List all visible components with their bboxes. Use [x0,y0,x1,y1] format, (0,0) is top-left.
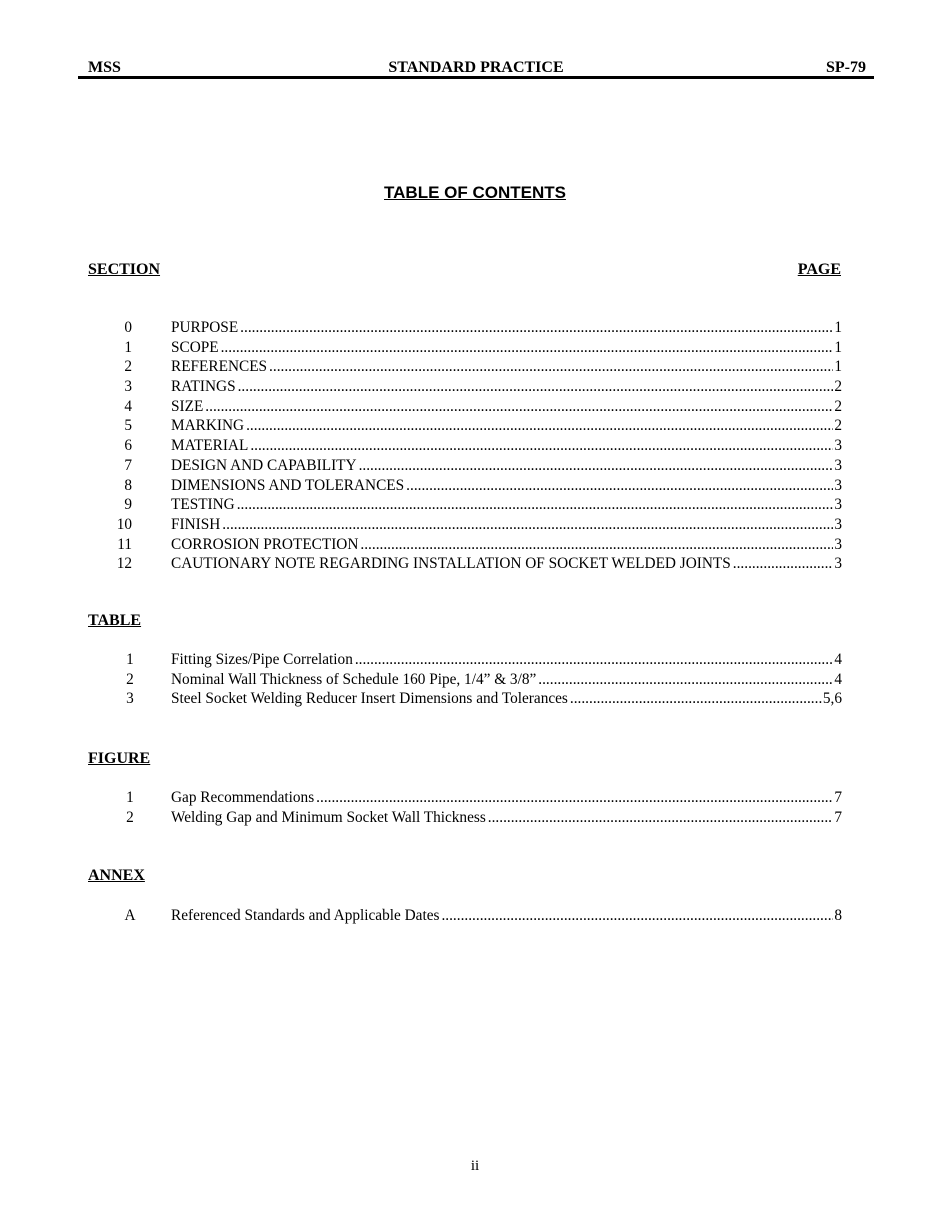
entry-number: 1 [126,651,134,668]
entry-page: 1 [834,319,842,336]
figures-list [0,788,950,827]
figure-group-heading: FIGURE [88,750,151,767]
toc-entry-section-7[interactable] [0,456,950,476]
entry-number: 11 [117,535,132,553]
annex-group-heading: ANNEX [88,867,145,884]
entry-number: 3 [124,378,132,396]
entry-number: 6 [124,437,132,455]
header-standard-number: SP-79 [826,59,866,76]
toc-entry-section-3[interactable] [0,377,950,397]
entry-label: SCOPE [171,338,219,356]
dot-leader [222,515,833,535]
dot-leader [355,650,833,670]
toc-entry-table-3[interactable] [0,689,950,709]
entry-page: 2 [834,397,842,415]
entry-label: PURPOSE [171,319,239,336]
page-column-heading: PAGE [797,261,841,278]
entry-page: 8 [834,907,842,924]
page-title: TABLE OF CONTENTS [384,183,566,202]
running-header [78,58,874,78]
dot-leader [733,554,834,574]
entry-page: 5,6 [822,690,842,708]
entry-label: DESIGN AND CAPABILITY [171,456,357,474]
toc-entry-section-11[interactable] [0,535,950,555]
entry-page: 3 [834,456,842,474]
entry-page: 7 [834,789,842,806]
entry-page: 3 [834,535,842,553]
entry-label: FINISH [171,515,221,533]
dot-leader [360,535,833,555]
entry-page: 2 [834,378,842,396]
entry-page: 4 [834,651,842,668]
toc-entry-section-12[interactable] [0,554,950,574]
sections-list [0,318,950,574]
entry-page: 7 [834,808,842,826]
entry-page: 1 [834,338,842,356]
entry-number: 2 [124,358,132,376]
toc-entry-table-2[interactable] [0,670,950,690]
toc-entry-section-4[interactable] [0,397,950,417]
page-number: ii [470,1158,480,1174]
toc-entry-section-1[interactable] [0,338,950,358]
entry-number: 1 [126,789,134,806]
entry-label: REFERENCES [171,358,268,376]
toc-entry-figure-1[interactable] [0,788,950,808]
dot-leader [240,318,833,338]
entry-number: 2 [126,808,134,826]
toc-entry-section-10[interactable] [0,515,950,535]
entry-page: 3 [834,515,842,533]
entry-label: Welding Gap and Minimum Socket Wall Thickness [171,808,486,826]
entry-number: 0 [124,319,132,336]
dot-leader [246,416,833,436]
entry-number: A [124,907,136,924]
entry-label: RATINGS [171,378,236,396]
entry-number: 4 [124,397,132,415]
entry-label: Referenced Standards and Applicable Dates [171,907,440,924]
entry-label: Fitting Sizes/Pipe Correlation [171,651,353,668]
dot-leader [316,788,833,808]
dot-leader [269,357,833,377]
entry-label: SIZE [171,397,204,415]
entry-page: 3 [834,496,842,514]
dot-leader [237,495,834,515]
entry-page: 2 [834,417,842,435]
entry-number: 3 [126,690,134,708]
entry-number: 10 [116,515,132,533]
section-column-heading: SECTION [88,261,161,278]
entry-number: 9 [124,496,132,514]
entry-page: 3 [834,476,842,494]
entry-page: 3 [834,437,842,455]
entry-number: 7 [124,456,132,474]
toc-entry-annex-a[interactable] [0,906,950,926]
entry-label: CORROSION PROTECTION [171,535,359,553]
entry-label: MARKING [171,417,245,435]
header-document-type: STANDARD PRACTICE [388,59,564,76]
entry-label: MATERIAL [171,437,249,455]
entry-number: 8 [124,476,132,494]
toc-entry-table-1[interactable] [0,650,950,670]
dot-leader [205,397,833,417]
dot-leader [538,670,833,690]
toc-entry-section-5[interactable] [0,416,950,436]
dot-leader [441,906,833,926]
toc-entry-section-9[interactable] [0,495,950,515]
table-group-heading: TABLE [88,612,142,629]
toc-entry-section-8[interactable] [0,476,950,496]
dot-leader [221,338,834,358]
header-rule [78,76,874,79]
toc-entry-section-6[interactable] [0,436,950,456]
dot-leader [570,689,822,709]
entry-page: 1 [834,358,842,376]
toc-entry-figure-2[interactable] [0,808,950,828]
entry-label: CAUTIONARY NOTE REGARDING INSTALLATION OF SOCKET WELDED JOINTS [171,555,731,573]
entry-label: DIMENSIONS AND TOLERANCES [171,476,405,494]
entry-label: Gap Recommendations [171,789,315,806]
entry-number: 2 [126,670,134,688]
toc-entry-section-0[interactable] [0,318,950,338]
dot-leader [488,808,834,828]
header-organization: MSS [88,59,121,76]
entry-number: 5 [124,417,132,435]
entry-number: 1 [124,338,132,356]
toc-entry-section-2[interactable] [0,357,950,377]
dot-leader [250,436,833,456]
dot-leader [359,456,834,476]
entry-page: 3 [834,555,842,573]
dot-leader [238,377,834,397]
tables-list [0,650,950,709]
dot-leader [406,476,833,496]
entry-label: TESTING [171,496,235,514]
annexes-list [0,906,950,926]
entry-label: Steel Socket Welding Reducer Insert Dimensions and Tolerances [171,690,568,708]
entry-page: 4 [834,670,842,688]
entry-label: Nominal Wall Thickness of Schedule 160 Pipe, 1/4” & 3/8” [171,670,537,688]
entry-number: 12 [116,555,132,573]
